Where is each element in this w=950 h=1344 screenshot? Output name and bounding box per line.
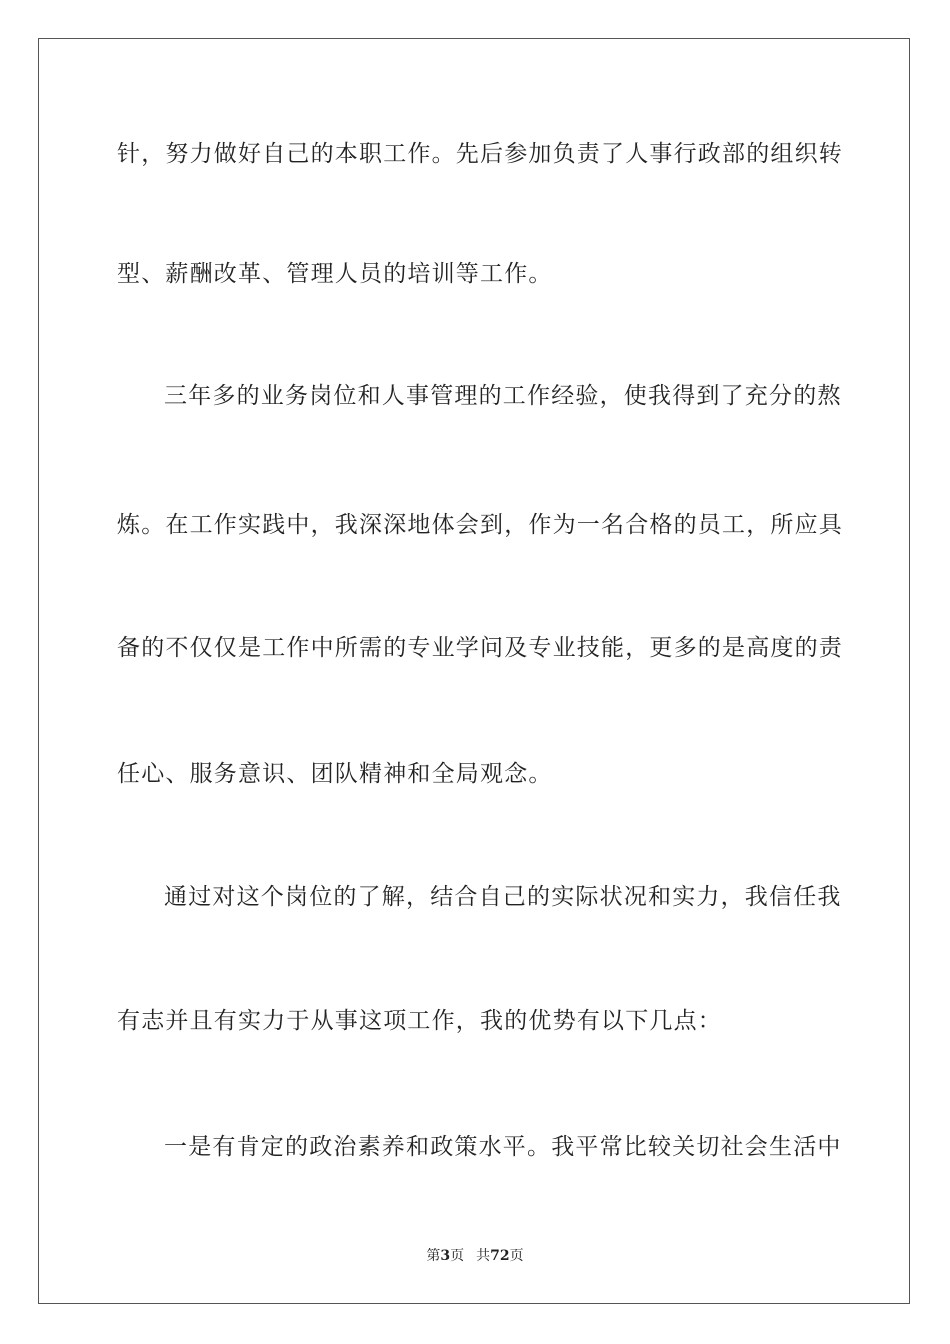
total-label-prefix: 共 [476, 1248, 491, 1264]
body-text-line: 有志并且有实力于从事这项工作，我的优势有以下几点： [117, 1008, 722, 1034]
body-text-line: 一是有肯定的政治素养和政策水平。我平常比较关切社会生活中 [164, 1134, 842, 1160]
page-number: 3 [440, 1248, 451, 1264]
body-text-line: 任心、服务意识、团队精神和全局观念。 [117, 761, 553, 787]
body-text-line: 针，努力做好自己的本职工作。先后参加负责了人事行政部的组织转 [117, 141, 843, 167]
body-text-line: 型、薪酬改革、管理人员的培训等工作。 [117, 261, 553, 287]
body-text-line: 备的不仅仅是工作中所需的专业学问及专业技能，更多的是高度的责 [117, 635, 843, 661]
total-pages: 72 [490, 1248, 510, 1264]
page-border [38, 38, 910, 1304]
total-label-suffix: 页 [509, 1248, 524, 1264]
body-text-line: 三年多的业务岗位和人事管理的工作经验，使我得到了充分的熬 [164, 383, 842, 409]
body-text-line: 炼。在工作实践中，我深深地体会到，作为一名合格的员工，所应具 [117, 512, 843, 538]
body-text-line: 通过对这个岗位的了解，结合自己的实际状况和实力，我信任我 [164, 884, 842, 910]
page-label-suffix: 页 [450, 1248, 465, 1264]
page-label-prefix: 第 [426, 1248, 441, 1264]
page-footer [0, 1247, 950, 1265]
